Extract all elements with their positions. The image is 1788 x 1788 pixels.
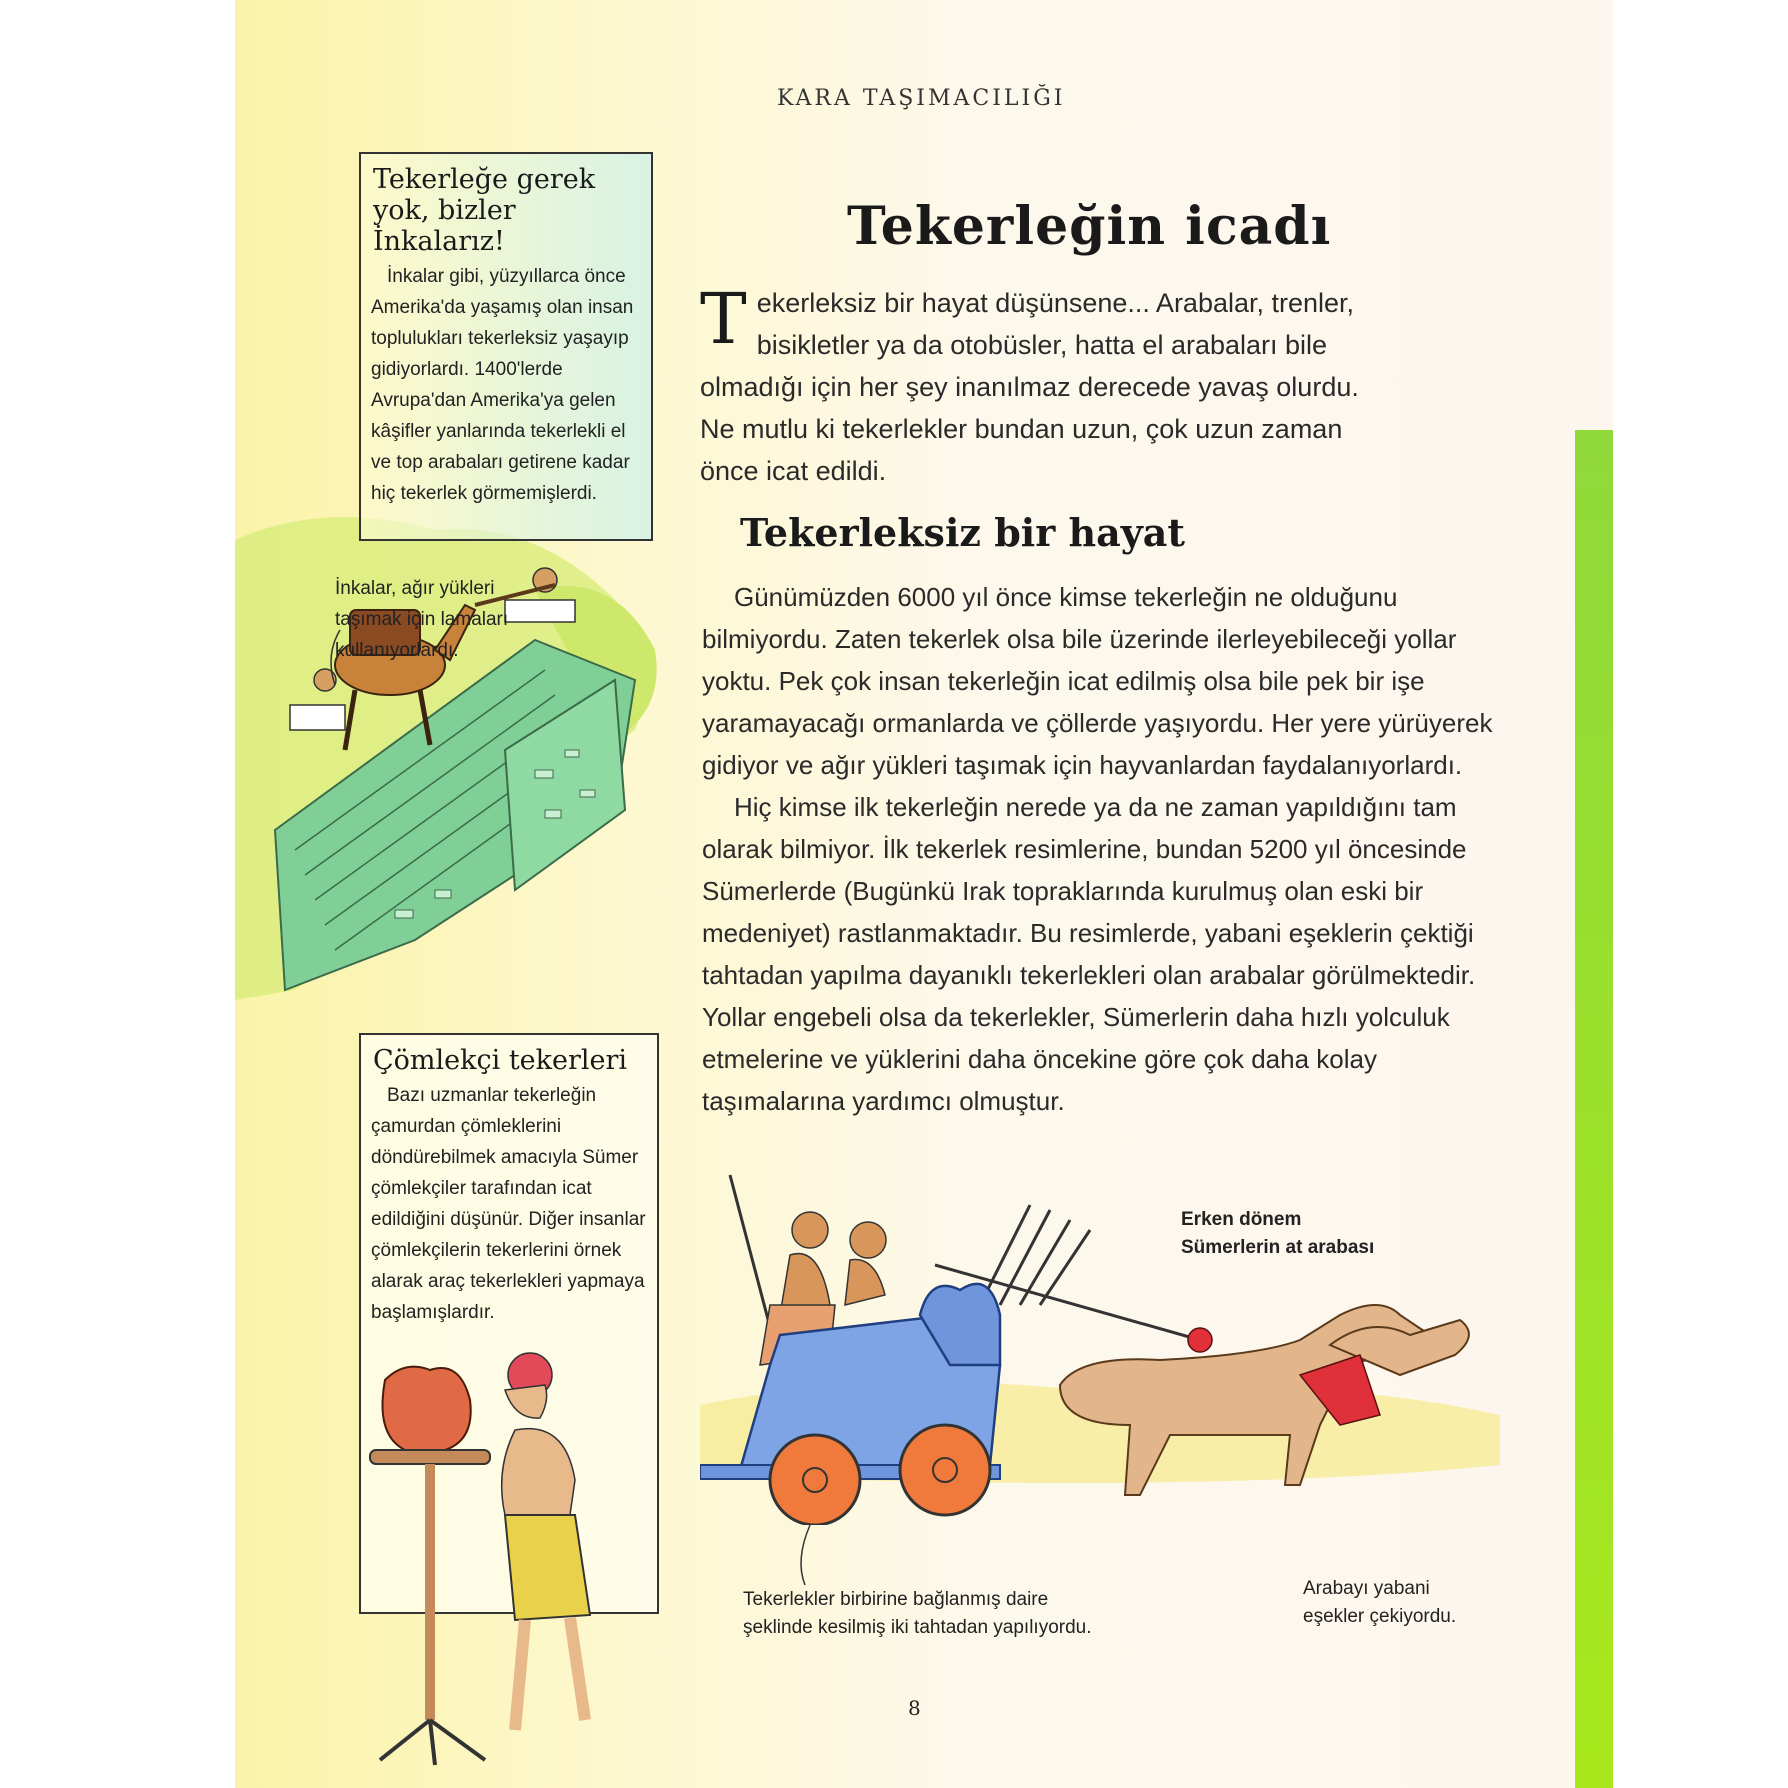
page-number: 8 xyxy=(908,1696,921,1720)
green-side-band xyxy=(1575,430,1613,1788)
potter-box-title: Çömlekçi tekerleri xyxy=(373,1045,628,1076)
body-paragraph-1: Günümüzden 6000 yıl önce kimse tekerleğin ne olduğunu bilmiyordu. Zaten tekerlek olsa bile üzerinde ilerleyebileceği yollar yoktu. Pek çok insan tekerleğin icat edilmiş olsa bile pek bir işe yaramayacağı ormanlarda ve çöllerde yaşıyordu. Her yere yürüyerek gidiyor ve ağır yükleri taşımak için hayvanlardan faydalanıyorlardı. xyxy=(702,582,1493,780)
intro-paragraph xyxy=(700,278,1400,492)
body-paragraph-2: Hiç kimse ilk tekerleğin nerede ya da ne zaman yapıldığını tam olarak bilmiyor. İlk tekerlek resimlerine, bundan 5200 yıl öncesinde Sümerlerde (Bugünkü Irak topraklarında kurulmuş olan eski bir medeniyet) rastlanmaktadır. Bu resimlerde, yabani eşeklerin çektiği tahtadan yapılma dayanıklı tekerlekleri olan arabalar görülmektedir. Yollar engebeli olsa da tekerlekler, Sümerlerin daha hızlı yolculuk etmelerine ve yüklerini daha öncekine göre çok daha kolay taşımalarına yardımcı olmuştur. xyxy=(702,792,1476,1116)
intro-text: ekerleksiz bir hayat düşünsene... Arabalar, trenler, bisikletler ya da otobüsler, hatta el arabaları bile olmadığı için her şey inanılmaz derecede yavaş olurdu. Ne mutlu ki tekerlekler bundan uzun, çok uzun zaman önce icat edildi. xyxy=(700,288,1359,486)
page-title: Tekerleğin icadı xyxy=(847,196,1332,257)
wheels-caption: Tekerlekler birbirine bağlanmış daire şeklinde kesilmiş iki tahtadan yapılıyordu. xyxy=(743,1589,1092,1638)
llama-caption: İnkalar, ağır yükleri taşımak için lamaları kullanıyorlardı. xyxy=(335,578,509,661)
potter-box-text: Bazı uzmanlar tekerleğin çamurdan çömleklerini döndürebilmek amacıyla Sümer çömlekçiler tarafından icat edildiğini düşünür. Diğer insanlar çömlekçilerin tekerlerini örnek alarak araç tekerlekleri yapmaya başlamışlardır. xyxy=(371,1085,646,1323)
body-text xyxy=(702,576,1510,1122)
inca-info-box xyxy=(359,152,653,541)
drop-cap: T xyxy=(700,278,747,360)
book-page xyxy=(235,0,1613,1788)
section-subtitle: Tekerleksiz bir hayat xyxy=(740,510,1185,555)
sumerian-chariot-illustration xyxy=(700,1165,1520,1525)
wheels-caption-pointer xyxy=(785,1520,825,1590)
chariot-caption-title: Erken dönem Sümerlerin at arabası xyxy=(1181,1209,1375,1258)
llama-caption-pointer xyxy=(295,625,375,695)
potter-illustration xyxy=(365,1340,665,1780)
inca-box-title: Tekerleğe gerek yok, bizler İnkalarız! xyxy=(373,164,596,257)
donkeys-caption: Arabayı yabani eşekler çekiyordu. xyxy=(1303,1578,1457,1627)
running-head: KARA TAŞIMACILIĞI xyxy=(777,86,1066,111)
inca-box-text: İnkalar gibi, yüzyıllarca önce Amerika'da yaşamış olan insan toplulukları tekerleksiz yaşayıp gidiyorlardı. 1400'lerde Avrupa'dan Amerika'ya gelen kâşifler yanlarında tekerlekli el ve top arabaları getirene kadar hiç tekerlek görmemişlerdi. xyxy=(371,266,634,504)
